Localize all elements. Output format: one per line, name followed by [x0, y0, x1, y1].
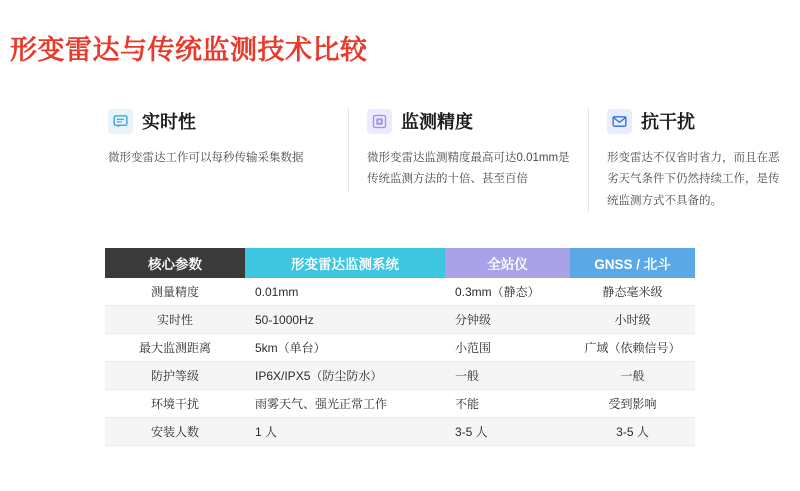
table-cell-totalstation: 不能 — [445, 390, 570, 418]
table-cell-radar: IP6X/IPX5（防尘防水） — [245, 362, 445, 390]
table-body — [105, 278, 695, 446]
table-cell-totalstation: 一般 — [445, 362, 570, 390]
table-cell-gnss: 3-5 人 — [570, 418, 695, 446]
table-header-cell: GNSS / 北斗 — [570, 248, 695, 278]
table-cell-radar: 0.01mm — [245, 278, 445, 306]
feature-header — [108, 108, 330, 134]
table-row — [105, 306, 695, 334]
feature-title: 监测精度 — [401, 112, 473, 132]
feature-item-accuracy — [348, 108, 588, 191]
envelope-icon — [607, 109, 632, 134]
comparison-table — [105, 248, 695, 446]
table-cell-parameter: 测量精度 — [105, 278, 245, 306]
table-cell-gnss: 一般 — [570, 362, 695, 390]
table-cell-parameter: 安装人数 — [105, 418, 245, 446]
table-cell-parameter: 防护等级 — [105, 362, 245, 390]
table-row — [105, 390, 695, 418]
table-header-row — [105, 248, 695, 278]
table-cell-totalstation: 0.3mm（静态） — [445, 278, 570, 306]
table-row — [105, 418, 695, 446]
table-row — [105, 278, 695, 306]
feature-description: 形变雷达不仅省时省力，而且在恶劣天气条件下仍然持续工作，是传统监测方式不具备的。 — [607, 152, 780, 207]
table-cell-totalstation: 3-5 人 — [445, 418, 570, 446]
table-header-cell: 核心参数 — [105, 248, 245, 278]
table-cell-radar: 1 人 — [245, 418, 445, 446]
feature-description: 微形变雷达监测精度最高可达0.01mm是传统监测方法的十倍、甚至百倍 — [367, 152, 570, 186]
table-cell-gnss: 静态毫米级 — [570, 278, 695, 306]
table-cell-gnss: 广域（依赖信号） — [570, 334, 695, 362]
table-cell-gnss: 受到影响 — [570, 390, 695, 418]
table-cell-parameter: 环境干扰 — [105, 390, 245, 418]
table-cell-totalstation: 小范围 — [445, 334, 570, 362]
feature-list — [108, 108, 798, 212]
table-cell-gnss: 小时级 — [570, 306, 695, 334]
table-cell-radar: 5km（单台） — [245, 334, 445, 362]
target-gauge-icon — [367, 109, 392, 134]
table-cell-totalstation: 分钟级 — [445, 306, 570, 334]
table-row — [105, 362, 695, 390]
feature-item-antiinterference — [588, 108, 798, 212]
table-cell-parameter: 实时性 — [105, 306, 245, 334]
feature-description: 微形变雷达工作可以每秒传输采集数据 — [108, 152, 304, 164]
table-cell-radar: 雨雾天气、强光正常工作 — [245, 390, 445, 418]
feature-item-realtime — [108, 108, 348, 169]
chat-bubble-icon — [108, 109, 133, 134]
table-cell-radar: 50-1000Hz — [245, 306, 445, 334]
feature-header — [367, 108, 570, 134]
table-cell-parameter: 最大监测距离 — [105, 334, 245, 362]
table-header-cell: 全站仪 — [445, 248, 570, 278]
table-header-cell: 形变雷达监测系统 — [245, 248, 445, 278]
feature-header — [607, 108, 780, 134]
page-title: 形变雷达与传统监测技术比较 — [10, 35, 368, 65]
table-row — [105, 334, 695, 362]
feature-title: 抗干扰 — [641, 112, 695, 132]
feature-title: 实时性 — [142, 112, 196, 132]
